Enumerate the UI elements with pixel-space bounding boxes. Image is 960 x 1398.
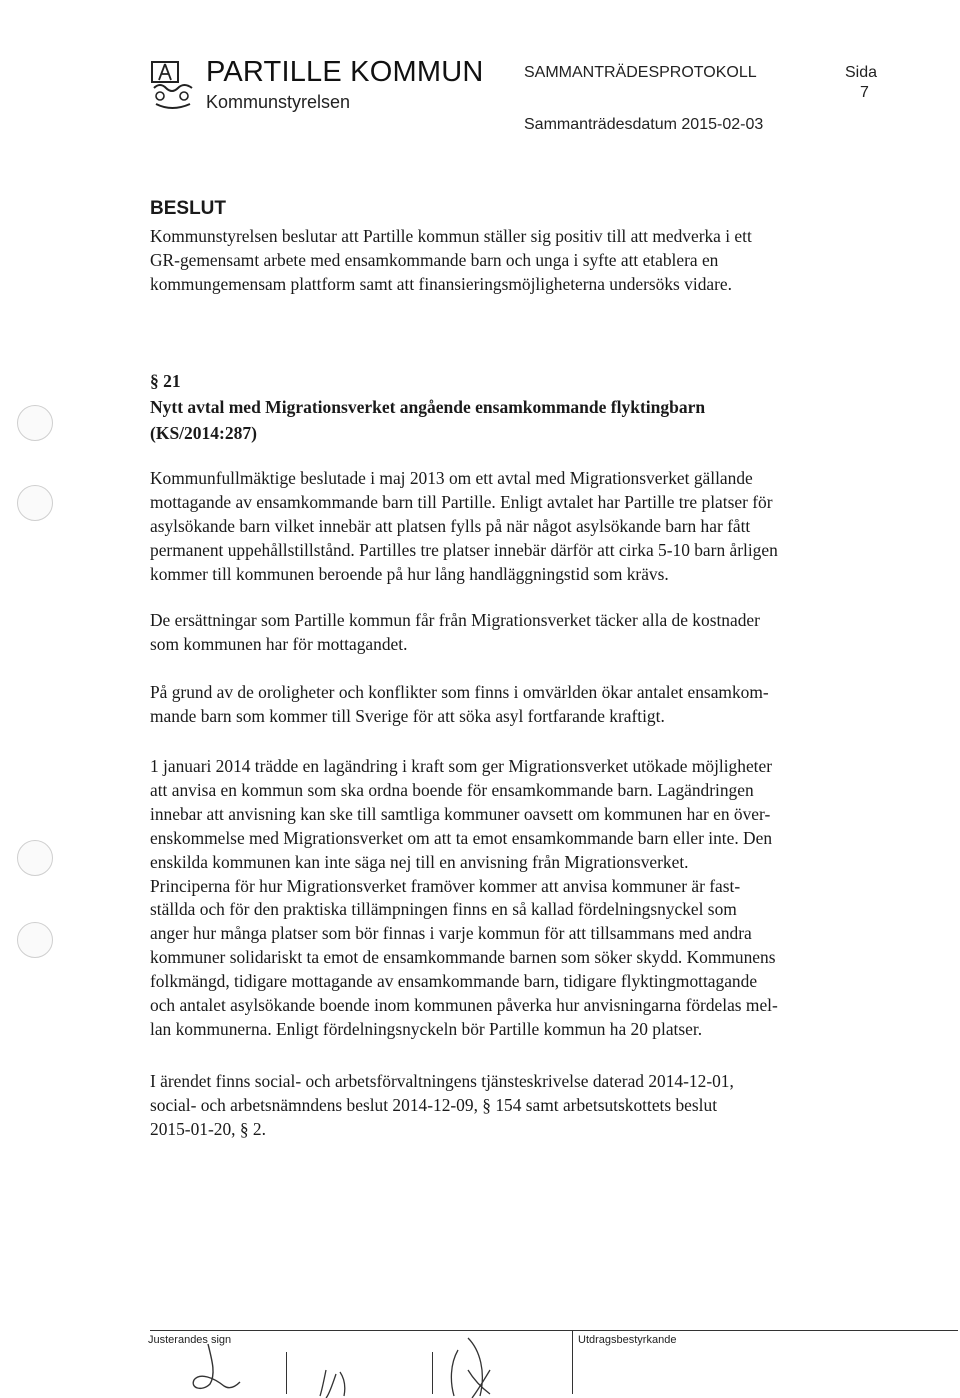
org-subtitle: Kommunstyrelsen — [206, 92, 351, 112]
section-number: § 21 — [150, 371, 181, 391]
text-line: innebar att anvisning kan ske till samtliga kommuner oavsett om kommunen har en över- — [150, 803, 771, 824]
section-heading — [150, 368, 910, 446]
meeting-date: Sammanträdesdatum 2015-02-03 — [524, 116, 764, 133]
text-line: folkmängd, tidigare mottagande av ensamkommande barn, tidigare flyktingmottagande — [150, 971, 758, 992]
paragraph — [150, 681, 885, 729]
handwritten-initials-icon — [150, 1330, 580, 1398]
text-line: ställda och för den praktiska tillämpningen finns en så kallad fördelningsnyckel som — [150, 899, 737, 920]
text-line: anger hur många platser som bör finnas i varje kommun för att tillsammans med andra — [150, 923, 752, 944]
text-line: och antalet asylsökande boende inom kommunen påverka hur anvisningarna fördelas mel- — [150, 995, 778, 1016]
text-line: Principerna för hur Migrationsverket framöver kommer att anvisa kommuner är fast- — [150, 875, 741, 896]
text-line: permanent uppehållstillstånd. Partilles tre platser innebär därför att cirka 5-10 barn årligen — [150, 539, 778, 560]
beslut-text — [150, 225, 885, 297]
org-name: PARTILLE KOMMUN — [206, 56, 484, 88]
justerandes-sign-label: Justerandes sign — [148, 1334, 232, 1346]
paragraph — [150, 467, 885, 587]
text-line: att anvisa en kommun som ska ordna boende för ensamkommande barn. Lagändringen — [150, 779, 754, 800]
paragraph — [150, 755, 885, 1042]
page-number: 7 — [860, 84, 869, 101]
case-reference: (KS/2014:287) — [150, 423, 257, 443]
text-line: kommuner solidariskt ta emot de ensamkommande barnen som söker skydd. Kommunens — [150, 947, 776, 968]
text-line: enskommelse med Migrationsverket om att ta emot ensamkommande barn eller inte. Den — [150, 827, 773, 848]
text-line: Kommunstyrelsen beslutar att Partille kommun ställer sig positiv till att medverka i ett — [150, 226, 752, 246]
document-type: SAMMANTRÄDESPROTOKOLL — [524, 64, 757, 81]
text-line: som kommunen har för mottagandet. — [150, 633, 408, 654]
text-line: I ärendet finns social- och arbetsförvaltningens tjänsteskrivelse daterad 2014-12-01, — [150, 1071, 734, 1091]
text-line: asylsökande barn vilket innebär att platsen fylls på när något asylsökande barn har fått — [150, 515, 751, 536]
text-line: kommer till kommunen beroende på hur lång handläggningstid som krävs. — [150, 563, 669, 584]
text-line: enskilda kommunen kan inte säga nej till en anvisning från Migrationsverket. — [150, 851, 689, 872]
text-line: 1 januari 2014 trädde en lagändring i kraft som ger Migrationsverket utökade möjligheter — [150, 756, 773, 776]
text-line: 2015-01-20, § 2. — [150, 1118, 266, 1139]
page-label: Sida — [845, 64, 878, 81]
punch-hole — [17, 485, 53, 521]
paragraph — [150, 609, 885, 657]
text-line: De ersättningar som Partille kommun får från Migrationsverket täcker alla de kostnader — [150, 610, 760, 630]
text-line: social- och arbetsnämndens beslut 2014-12-09, § 154 samt arbetsutskottets beslut — [150, 1094, 718, 1115]
utdragsbestyrkande-label: Utdragsbestyrkande — [578, 1334, 677, 1346]
text-line: mottagande av ensamkommande barn till Partille. Enligt avtalet har Partille tre platser för — [150, 491, 773, 512]
text-line: mande barn som kommer till Sverige för att söka asyl fortfarande kraftigt. — [150, 705, 665, 726]
beslut-heading: BESLUT — [150, 198, 226, 219]
text-line: GR-gemensamt arbete med ensamkommande barn och unga i syfte att etablera en — [150, 249, 719, 270]
paragraph — [150, 1070, 885, 1142]
text-line: kommungemensam plattform samt att finansieringsmöjligheterna undersöks vidare. — [150, 273, 732, 294]
municipal-coat-of-arms-icon — [150, 60, 196, 110]
punch-hole — [17, 405, 53, 441]
text-line: Kommunfullmäktige beslutade i maj 2013 om ett avtal med Migrationsverket gällande — [150, 468, 753, 488]
text-line: På grund av de oroligheter och konflikter som finns i omvärlden ökar antalet ensamkom- — [150, 682, 769, 702]
text-line: lan kommunerna. Enligt fördelningsnyckeln bör Partille kommun ha 20 platser. — [150, 1018, 703, 1039]
punch-hole — [17, 922, 53, 958]
section-title: Nytt avtal med Migrationsverket angående ensamkommande flyktingbarn — [150, 397, 706, 417]
punch-hole — [17, 840, 53, 876]
